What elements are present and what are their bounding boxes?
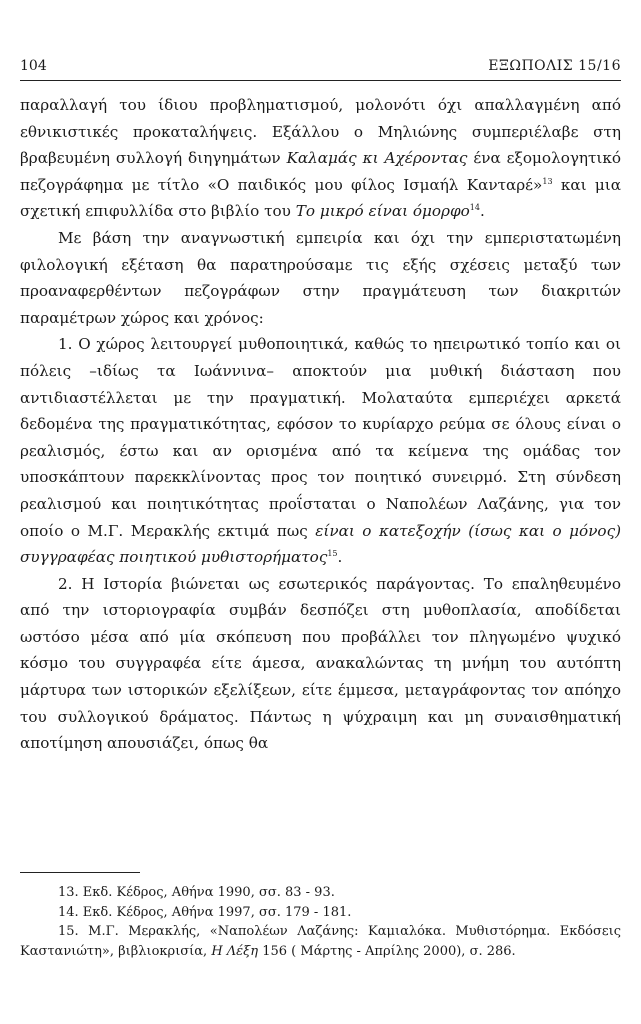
footnotes	[20, 883, 621, 961]
footnote-15	[20, 922, 621, 961]
footnote-ref-14: 14	[469, 203, 480, 213]
paragraph-4: 2. Η Ιστορία βιώνεται ως εσωτερικός παράγοντας. Το επαληθευμένο από την ιστοριογραφία συμβάν δεσπόζει στη μυθοπλασία, αποδίδεται ωστόσο μέσα από μία σκόπευση που προβάλλει τον πληγωμένο ψυχικό κόσμο του συγγραφέα είτε άμεσα, ανακαλώντας τη μνήμη του αυτόπτη μάρτυρα των ιστορικών εξελίξεων, είτε έμμεσα, μεταγράφοντας τον απόηχο του συλλογικού δράματος. Πάντως η ψύχραιμη και μη συναισθηματική αποτίμηση απουσιάζει, όπως θα	[20, 574, 621, 753]
page-number: 104	[20, 58, 47, 74]
text-span: 1. Ο χώρος λειτουργεί μυθοποιητικά, καθώς το ηπειρωτικό τοπίο και οι πόλεις –ιδίως τα Ιωάννινα– αποκτούν μια μυθική διάσταση που αντιδιαστέλλεται με την πραγματική. Μολαταύτα εμπεριέχει αρκετά δεδομένα της πραγματικότητας, εφόσον το κυρίαρχο ρεύμα σε όλους είναι ο ρεαλισμός, έστω και αν ορισμένα από τα κείμενα της ομάδας τον υποσκάπτουν παρεκκλίνοντας προς τον ποιητικό συνειρμό. Στη σύνδεση ρεαλισμού και ποιητικότητας προΐσταται ο Ναπολέων Λαζάνης, για τον οποίο ο Μ.Γ. Μερακλής εκτιμά πως	[20, 335, 621, 540]
text-span: ένα εξομολογητικό πεζογράφημα με τίτλο «Ο παιδικός μου φίλος Ισμαήλ Κανταρέ»	[20, 149, 622, 194]
footnote-ref-13: 13	[542, 176, 553, 186]
text-span: 15. Μ.Γ. Μερακλής, «Ναπολέων Λαζάνης: Καμιαλόκα. Μυθιστόρημα. Εκδόσεις Καστανιώτη», βιβλιοκρισία,	[20, 924, 621, 959]
body-text	[20, 92, 621, 757]
footnote-ref-15: 15	[327, 549, 338, 559]
book-title-italic: Καλαμάς κι Αχέροντας	[286, 149, 468, 168]
footnote-14: 14. Εκδ. Κέδρος, Αθήνα 1997, σσ. 179 - 181.	[58, 904, 352, 920]
running-header	[20, 58, 621, 80]
book-title-italic: Το μικρό είναι όμορφο	[295, 202, 470, 221]
journal-title: ΕΞΩΠΟΛΙΣ 15/16	[488, 58, 621, 74]
footnote-rule	[20, 872, 140, 873]
text-span: και μια σχετική επιφυλλίδα στο βιβλίο του	[20, 175, 621, 221]
paragraph-1	[20, 92, 621, 225]
text-span: 156 ( Μάρτης - Απρίλης 2000), σ. 286.	[258, 943, 516, 959]
header-rule	[20, 80, 621, 81]
paragraph-3	[20, 331, 621, 570]
text-span: παραλλαγή του ίδιου προβληματισμού, μολονότι όχι απαλλαγμένη από εθνικιστικές προκαταλήψεις. Εξάλλου ο Μηλιώνης συμπεριέλαβε στη βραβευμένη συλλογή διηγημάτων	[20, 96, 621, 168]
text-span: .	[479, 202, 485, 221]
text-span: .	[337, 548, 343, 567]
journal-name-italic: Η Λέξη	[211, 943, 259, 959]
quote-italic: είναι ο κατεξοχήν (ίσως και ο μόνος) συγγραφέας ποιητικού μυθιστορήματος	[20, 521, 621, 567]
paragraph-2: Με βάση την αναγνωστική εμπειρία και όχι την εμπεριστατωμένη φιλολογική εξέταση θα παρατηρούσαμε τις εξής σχέσεις μεταξύ των προαναφερθέντων πεζογράφων στην πραγμάτευση των διακριτών παραμέτρων χώρος και χρόνος:	[20, 228, 621, 327]
footnote-13: 13. Εκδ. Κέδρος, Αθήνα 1990, σσ. 83 - 93.	[58, 885, 335, 900]
